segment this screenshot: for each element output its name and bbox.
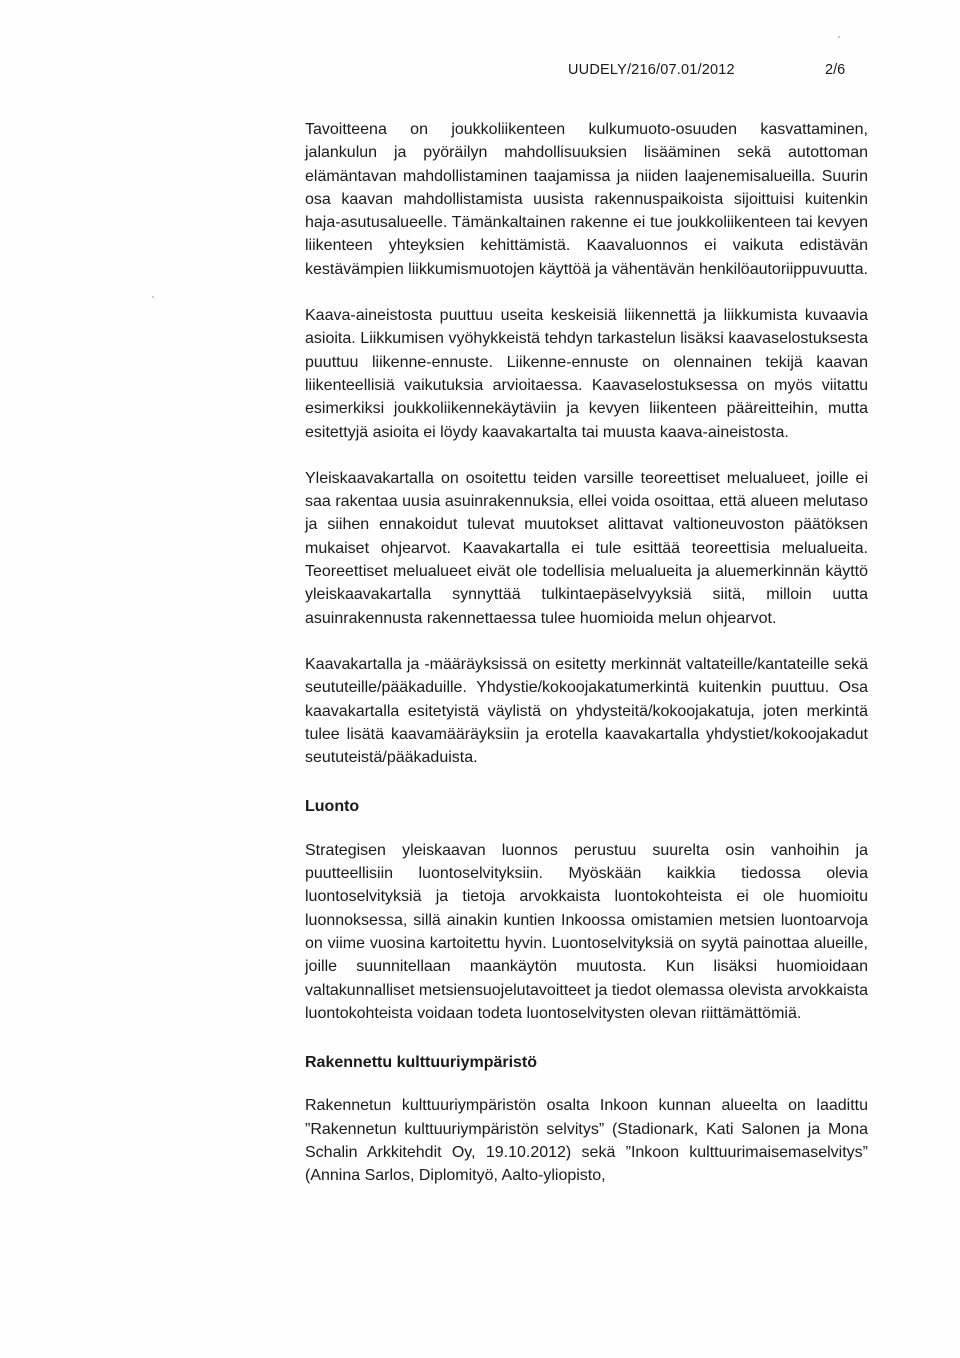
paragraph-transport-goals: Tavoitteena on joukkoliikenteen kulkumuoto-osuuden kasvattaminen, jalankulun ja pyöräilyn mahdollisuuksien lisääminen sekä autottoman elämäntavan mahdollistaminen taajamissa ja niiden laajenemisalueilla. Suurin osa kaavan mahdollistamista uusista rakennuspaikoista sijoittuisi kuitenkin haja-asutusalueelle. Tämänkaltainen rakenne ei tue joukkoliikenteen tai kevyen liikenteen yhteyksien kehittämistä. Kaavaluonnos ei vaikuta edistävän kestävämpien liikkumismuotojen käyttöä ja vähentävän henkilöautoriippuvuutta.	[305, 121, 868, 278]
paragraph-built-heritage: Rakennetun kulttuuriympäristön osalta Inkoon kunnan alueelta on laadittu ”Rakennetun kulttuuriympäristön selvitys” (Stadionark, Kati Salonen ja Mona Schalin Arkkitehdit Oy, 19.10.2012) sekä ”Inkoon kulttuurimaisemaselvitys” (Annina Sarlos, Diplomityö, Aalto-yliopisto,	[305, 1097, 868, 1185]
page-header	[0, 62, 960, 82]
scan-speck	[838, 36, 840, 38]
paragraph-road-markings: Kaavakartalla ja -määräyksissä on esitetty merkinnät valtateille/kantateille sekä seututeille/pääkaduille. Yhdystie/kokoojakatumerkintä kuitenkin puuttuu. Osa kaavakartalla esitetyistä väylistä on yhdysteitä/kokoojakatuja, joten merkintä tulee lisätä kaavamääräyksiin ja erotella kaavakartalla yhdystiet/kokoojakadut seututeistä/pääkaduista.	[305, 655, 868, 767]
scan-speck	[152, 296, 154, 298]
document-body	[305, 118, 868, 1188]
section-heading-nature: Luonto	[305, 798, 360, 816]
paragraph-nature-surveys: Strategisen yleiskaavan luonnos perustuu suurelta osin vanhoihin ja puutteellisiin luontoselvityksiin. Myöskään kaikkia tiedossa olevia luontoselvityksiä ja tietoja arvokkaista luontokohteista ei ole huomioitu luonnoksessa, sillä ainakin kuntien Inkoossa omistamien metsien luontoarvoja on viime vuosina kartoitettu hyvin. Luontoselvityksiä on syytä painottaa alueille, joille suunnitellaan maankäytön muutosta. Kun lisäksi huomioidaan valtakunnalliset metsiensuojelutavoitteet ja tiedot olemassa olevista arvokkaista luontokohteista voidaan todeta luontoselvitysten olevan riittämättömiä.	[305, 841, 868, 1022]
document-reference-number: UUDELY/216/07.01/2012	[568, 62, 735, 78]
page-number: 2/6	[825, 62, 846, 78]
paragraph-traffic-material: Kaava-aineistosta puuttuu useita keskeisiä liikennettä ja liikkumista kuvaavia asioita. Liikkumisen vyöhykkeistä tehdyn tarkastelun lisäksi kaavaselostuksesta puuttuu liikenne-ennuste. Liikenne-ennuste on olennainen tekijä kaavan liikenteellisiä vaikutuksia arvioitaessa. Kaavaselostuksessa on myös viitattu esimerkiksi joukkoliikennekäytäviin ja kevyen liikenteen pääreitteihin, mutta esitettyjä asioita ei löydy kaavakartalta tai muusta kaava-aineistosta.	[305, 307, 868, 441]
paragraph-noise-areas: Yleiskaavakartalla on osoitettu teiden varsille teoreettiset melualueet, joille ei saa rakentaa uusia asuinrakennuksia, ellei voida osoittaa, että alueen melutaso ja siihen ennakoidut tulevat muutokset alittavat valtioneuvoston päätöksen mukaiset ohjearvot. Kaavakartalla ei tule esittää teoreettisia melualueita. Teoreettiset melualueet eivät ole todellisia melualueita ja aluemerkinnän käyttö yleiskaavakartalla synnyttää tulkintaepäselvyyksiä siitä, milloin uutta asuinrakennusta rakennettaessa tulee huomioida melun ohjearvot.	[305, 469, 868, 627]
section-heading-built-heritage: Rakennettu kulttuuriympäristö	[305, 1054, 538, 1072]
